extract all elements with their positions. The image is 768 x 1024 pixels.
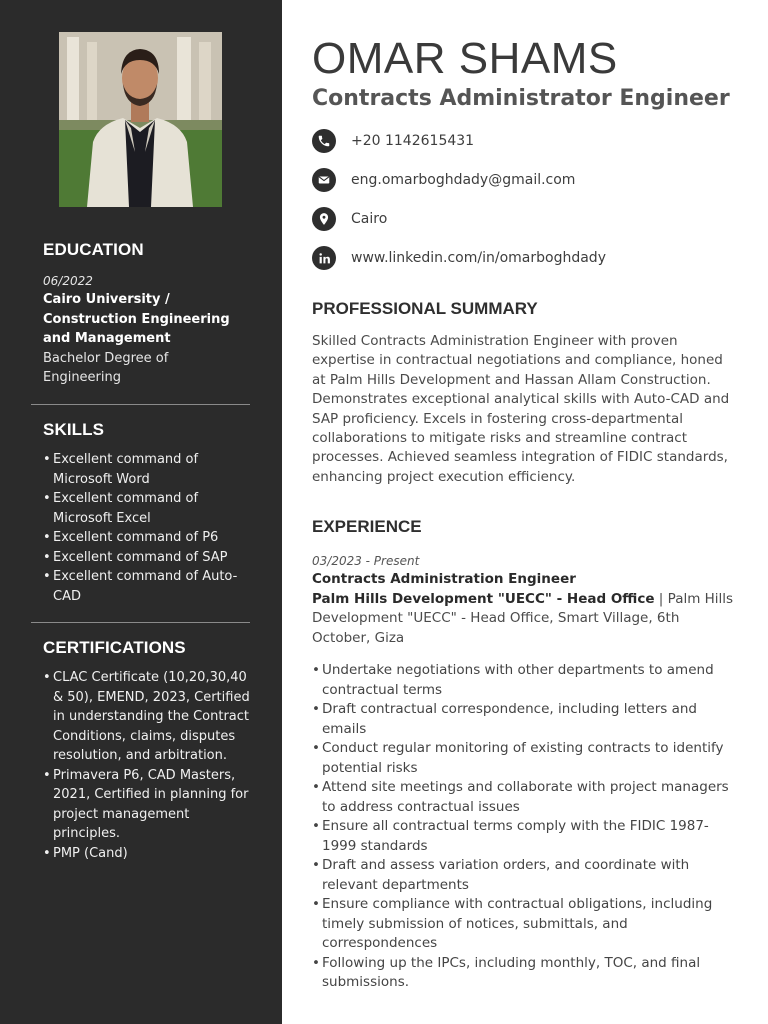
certifications-heading: CERTIFICATIONS (43, 638, 186, 657)
contact-email (312, 167, 575, 193)
education-heading: EDUCATION (43, 240, 144, 259)
location-text: Cairo (351, 211, 388, 227)
sidebar-divider (31, 622, 250, 623)
candidate-name: OMAR SHAMS (312, 34, 618, 83)
education-date: 06/2022 (43, 274, 93, 288)
skills-heading: SKILLS (43, 420, 105, 439)
experience-bullet: • Ensure all contractual terms comply with the FIDIC 1987-1999 standards (312, 817, 738, 856)
experience-company: Palm Hills Development "UECC" - Head Office (312, 590, 655, 607)
experience-bullet: • Attend site meetings and collaborate with project managers to address contractual issues (312, 778, 738, 817)
experience-heading: EXPERIENCE (312, 517, 422, 536)
sidebar-divider (31, 404, 250, 405)
linkedin-text[interactable]: www.linkedin.com/in/omarboghdady (351, 250, 606, 266)
linkedin-icon (312, 246, 336, 270)
experience-location: Palm Hills Development "UECC" - Head Office, Smart Village, 6th October, Giza (312, 590, 734, 646)
contact-linkedin (312, 245, 606, 271)
phone-text: +20 1142615431 (351, 133, 475, 149)
experience-bullet: • Following up the IPCs, including monthly, TOC, and final submissions. (312, 954, 738, 993)
certification-item: • CLAC Certificate (10,20,30,40 & 50), EMEND, 2023, Certified in understanding the Contract Conditions, claims, disputes resolution, and arbitration. (43, 668, 250, 766)
education-school: Cairo University / Construction Engineering and Management (43, 292, 230, 346)
contact-phone (312, 128, 474, 154)
experience-role: Contracts Administration Engineer (312, 571, 576, 587)
phone-icon (312, 129, 336, 153)
skill-item: • Excellent command of Microsoft Word (43, 450, 250, 489)
skill-item: • Excellent command of Auto-CAD (43, 567, 250, 606)
contact-location (312, 206, 387, 232)
sidebar (0, 0, 282, 1024)
summary-text: Skilled Contracts Administration Engineer with proven expertise in contractual negotiations and compliance, honed at Palm Hills Development and Hassan Allam Construction. Demonstrates exceptional analytical skills with Auto-CAD and SAP proficiency. Excels in fostering cross-departmental collaborations to mitigate risks and streamline contract processes. Achieved seamless integration of FIDIC standards, enhancing project execution efficiency. (312, 333, 730, 485)
experience-company-line (312, 590, 738, 649)
email-text[interactable]: eng.omarboghdady@gmail.com (351, 172, 576, 188)
education-section (31, 240, 250, 388)
experience-date: 03/2023 - Present (312, 554, 420, 568)
experience-bullets (312, 661, 738, 993)
experience-separator: | (654, 590, 668, 607)
certification-item: • PMP (Cand) (43, 844, 250, 864)
experience-bullet: • Undertake negotiations with other departments to amend contractual terms (312, 661, 738, 700)
certifications-list (31, 668, 250, 863)
experience-bullet: • Draft and assess variation orders, and coordinate with relevant departments (312, 856, 738, 895)
email-icon (312, 168, 336, 192)
summary-heading: PROFESSIONAL SUMMARY (312, 299, 538, 318)
job-title: Contracts Administrator Engineer (312, 86, 730, 111)
experience-bullet: • Draft contractual correspondence, including letters and emails (312, 700, 738, 739)
education-degree: Bachelor Degree of Engineering (43, 350, 169, 385)
skill-item: • Excellent command of Microsoft Excel (43, 489, 250, 528)
experience-entry (312, 552, 738, 993)
skills-list (31, 450, 250, 606)
profile-photo (59, 32, 222, 207)
skills-section (31, 420, 250, 606)
experience-bullet: • Conduct regular monitoring of existing contracts to identify potential risks (312, 739, 738, 778)
certification-item: • Primavera P6, CAD Masters, 2021, Certified in planning for project management principles. (43, 766, 250, 844)
experience-bullet: • Ensure compliance with contractual obligations, including timely submission of notices, submittals, and correspondences (312, 895, 738, 954)
skill-item: • Excellent command of SAP (43, 548, 250, 568)
skill-item: • Excellent command of P6 (43, 528, 250, 548)
location-icon (312, 207, 336, 231)
certifications-section (31, 638, 250, 863)
